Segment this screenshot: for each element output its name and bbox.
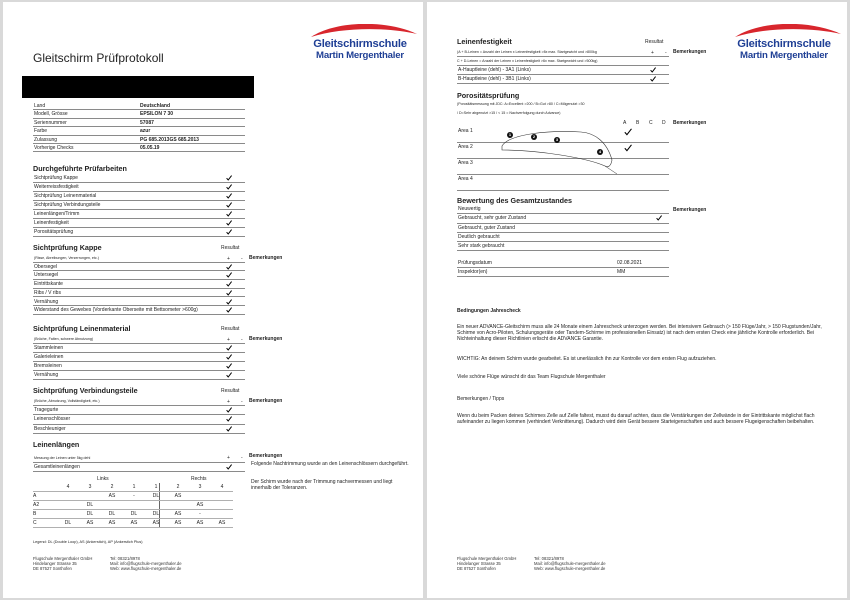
tipps-text: Wenn du beim Packen deines Schirmes Zelle auf Zelle faltest, musst du darauf achten, dass die Verstärkungen der Zellwände in der Eintrittskante möglichst flach aufeinander zu liegen kommen (verhindert Verknitterung). Dadurch wird dein Gerät bessere Starteigenschaften und auch bessere Flugeigenschaften beibehalten. bbox=[457, 413, 815, 425]
table-column-header: 4 bbox=[211, 483, 233, 492]
table-cell bbox=[79, 492, 101, 501]
table-row-label: A bbox=[33, 492, 57, 501]
check-mark-icon bbox=[226, 307, 232, 312]
festigkeit-item-label: B-Hauptleine (dehl) - 3B1 (Links) bbox=[458, 76, 531, 82]
section-verbindung-heading: Sichtprüfung Verbindungsteile bbox=[33, 386, 138, 395]
detail-label: Zulassung bbox=[34, 136, 58, 143]
check-mark-icon bbox=[226, 202, 232, 207]
bewertung-item-label: Neuwertig bbox=[458, 206, 481, 212]
check-mark-icon bbox=[226, 272, 232, 277]
check-mark-icon bbox=[650, 67, 656, 72]
table-cell: AS bbox=[189, 501, 211, 510]
redacted-bar bbox=[22, 76, 254, 98]
table-cell: AS bbox=[145, 519, 167, 528]
porositaet-col-D: D bbox=[662, 120, 666, 126]
check-mark-icon bbox=[226, 264, 232, 269]
verbindung-item-label: Beschleuniger bbox=[34, 425, 66, 432]
festigkeit-note-2: C + D-Leinen = Anzahl der Leinen x Leinenfestigkeit >6x max. Startgewicht und >500kg) bbox=[457, 59, 598, 63]
porositaet-area-label: Area 4 bbox=[458, 176, 473, 182]
section-leinenlaengen-heading: Leinenlängen bbox=[33, 440, 80, 449]
section-bewertung-heading: Bewertung des Gesamtzustandes bbox=[457, 196, 573, 205]
bewertung-item-row bbox=[457, 241, 669, 251]
leinenmaterial-item-label: Stammleinen bbox=[34, 345, 64, 351]
kappe-item-row bbox=[33, 305, 245, 315]
festigkeit-resultat-label: Resultat bbox=[645, 39, 664, 45]
leinenlaengen-item: Gesamtleinenlängen bbox=[34, 464, 80, 470]
table-row-label: C bbox=[33, 519, 57, 528]
pruefung-label: Prüfungsdatum bbox=[458, 260, 492, 266]
check-mark-icon bbox=[226, 426, 232, 431]
table-cell bbox=[145, 501, 167, 510]
check-mark-icon bbox=[650, 76, 656, 81]
table-cell: AS bbox=[123, 519, 145, 528]
leinenmaterial-item-label: Vernähung bbox=[34, 372, 59, 378]
detail-label: Vorherige Checks bbox=[34, 145, 74, 151]
check-mark-icon bbox=[226, 354, 232, 359]
leinenlaengen-bemerkungen: Bemerkungen bbox=[249, 453, 283, 459]
bedingungen-heading: Bedingungen Jahrescheck bbox=[457, 308, 521, 314]
arbeiten-item-label: Sichtprüfung Verbindungsteile bbox=[34, 202, 101, 208]
table-cell: DL bbox=[145, 492, 167, 501]
arbeiten-item-label: Weiterreissfestigkeit bbox=[34, 184, 79, 190]
verbindung-item-label: Tragegurte bbox=[34, 407, 59, 414]
table-cell bbox=[57, 501, 79, 510]
table-cell bbox=[123, 501, 145, 510]
kappe-item-label: Obersegel bbox=[34, 263, 58, 270]
arbeiten-item-row bbox=[33, 227, 245, 237]
detail-label: Seriennummer bbox=[34, 119, 67, 126]
table-cell: AS bbox=[167, 510, 189, 519]
leinenmaterial-note: (Brüche, Falten, schwere Abnutzung) bbox=[34, 337, 94, 341]
arbeiten-item-label: Leinenlängen/Trimm bbox=[34, 211, 80, 217]
bewertung-item-label: Sehr stark gebraucht bbox=[458, 243, 505, 250]
porositaet-col-C: C bbox=[649, 120, 653, 126]
arbeiten-item-label: Leinenfestigkeit bbox=[34, 220, 69, 226]
table-column-header: 3 bbox=[79, 483, 101, 492]
check-mark-icon bbox=[226, 407, 232, 412]
verbindung-resultat-label: Resultat bbox=[221, 388, 240, 394]
logo-line-1: Gleitschirmschule bbox=[313, 38, 407, 50]
bewertung-item-label: Gebraucht, sehr guter Zustand bbox=[458, 215, 527, 222]
table-column-header: 1 bbox=[123, 483, 145, 492]
page-2 bbox=[427, 2, 847, 598]
festigkeit-minus: - bbox=[665, 50, 667, 56]
arbeiten-item-label: Sichtprüfung Leinenmaterial bbox=[34, 193, 97, 199]
verbindung-bemerkungen: Bemerkungen bbox=[249, 398, 283, 404]
table-cell: AS bbox=[211, 519, 233, 528]
table-cell bbox=[167, 501, 189, 510]
check-mark-icon bbox=[624, 144, 630, 149]
pruefung-label: Inspektor(en) bbox=[458, 269, 488, 275]
check-mark-icon bbox=[226, 363, 232, 368]
leinenmaterial-item-label: Galerieleinen bbox=[34, 354, 64, 360]
table-row bbox=[33, 501, 233, 510]
footer-contact-2: Tel: 08321/8978 Mail: info@flugschule-mergenthaler.de Web: www.flugschule-mergenthaler.de bbox=[534, 556, 606, 571]
check-mark-icon bbox=[624, 128, 630, 133]
table-row-label: B bbox=[33, 510, 57, 519]
leinenlaengen-item-row bbox=[33, 462, 245, 472]
verbindung-note: (Brüche, Abnutzung, Vollständigkeit, etc.) bbox=[34, 399, 100, 403]
porositaet-area-label: Area 3 bbox=[458, 160, 473, 166]
table-column-header: 3 bbox=[189, 483, 211, 492]
table-links-label: Links bbox=[97, 476, 109, 482]
check-mark-icon bbox=[226, 281, 232, 286]
leinenlaengen-remark-1: Folgende Nachtrimmung wurde an den Leinenschlössern durchgeführt. bbox=[251, 461, 409, 467]
leinenmaterial-minus: - bbox=[241, 337, 243, 343]
line-length-table bbox=[33, 483, 233, 528]
porositaet-area-label: Area 2 bbox=[458, 144, 473, 150]
check-mark-icon bbox=[226, 229, 232, 234]
festigkeit-item-row bbox=[457, 74, 669, 84]
leinenmaterial-bemerkungen: Bemerkungen bbox=[249, 336, 283, 342]
kappe-item-label: Vernähung bbox=[34, 298, 59, 305]
pruefung-row bbox=[457, 267, 669, 277]
table-column-header: 1 bbox=[145, 483, 167, 492]
table-cell: DL bbox=[123, 510, 145, 519]
section-arbeiten-heading: Durchgeführte Prüfarbeiten bbox=[33, 164, 127, 173]
table-cell: DL bbox=[79, 501, 101, 510]
table-cell bbox=[211, 510, 233, 519]
porositaet-point: 1 bbox=[508, 132, 512, 137]
kappe-note: (Risse, Abreibungen, Verzerrungen, etc.) bbox=[34, 256, 99, 260]
table-cell bbox=[211, 501, 233, 510]
table-cell: DL bbox=[57, 519, 79, 528]
table-cell: - bbox=[189, 510, 211, 519]
check-mark-icon bbox=[226, 184, 232, 189]
table-cell bbox=[211, 492, 233, 501]
detail-value: 05.05.19 bbox=[140, 145, 160, 151]
kappe-resultat-label: Resultat bbox=[221, 245, 240, 251]
detail-value: EPSILON 7 30 bbox=[140, 111, 174, 118]
section-kappe-heading: Sichtprüfung Kappe bbox=[33, 243, 102, 252]
table-cell bbox=[189, 492, 211, 501]
table-corner bbox=[33, 483, 57, 492]
porositaet-bemerkungen: Bemerkungen bbox=[673, 120, 707, 126]
page-title: Gleitschirm Prüfprotokoll bbox=[33, 51, 164, 65]
page-1 bbox=[3, 2, 423, 598]
porositaet-note-2: / D=Sehr abgenutzt >15 / < 15 = Nachverfolgung durch Advance) bbox=[457, 111, 561, 115]
school-logo bbox=[299, 24, 421, 66]
check-mark-icon bbox=[226, 464, 232, 469]
table-cell: - bbox=[123, 492, 145, 501]
footer-contact: Tel: 08321/8978 Mail: info@flugschule-mergenthaler.de Web: www.flugschule-mergenthaler.de bbox=[110, 556, 182, 571]
kappe-item-label: Eintrittskante bbox=[34, 281, 63, 288]
porositaet-note-1: (Porositätsmessung mit JDC: A=Excellent >200 / B=Gut >80 / C=Mögenutzt >30 bbox=[457, 102, 585, 106]
wuensche-text: Viele schöne Flüge wünscht dir das Team Flugschule Mergenthaler bbox=[457, 374, 606, 380]
verbindung-item-label: Leinenschlösser bbox=[34, 416, 71, 423]
logo-line-2: Martin Mergenthaler bbox=[740, 50, 828, 61]
porositaet-area-label: Area 1 bbox=[458, 128, 473, 134]
detail-row bbox=[33, 143, 245, 152]
kappe-plus: + bbox=[227, 256, 230, 262]
leinenmaterial-item-label: Bremsleinen bbox=[34, 363, 62, 369]
arbeiten-item-label: Sichtprüfung Kappe bbox=[34, 175, 78, 181]
porositaet-col-B: B bbox=[636, 120, 640, 126]
school-logo-2 bbox=[723, 24, 845, 66]
porositaet-col-A: A bbox=[623, 120, 627, 126]
table-cell: AS bbox=[101, 492, 123, 501]
logo-line-1: Gleitschirmschule bbox=[737, 38, 831, 50]
festigkeit-bemerkungen: Bemerkungen bbox=[673, 49, 707, 55]
logo-swoosh bbox=[307, 24, 419, 38]
table-cell: AS bbox=[101, 519, 123, 528]
leinenlaengen-minus: - bbox=[241, 455, 243, 461]
check-mark-icon bbox=[226, 416, 232, 421]
table-header-row bbox=[33, 483, 233, 492]
check-mark-icon bbox=[226, 299, 232, 304]
porositaet-point: 2 bbox=[532, 134, 536, 139]
kappe-item-label: Ribs / V ribs bbox=[34, 289, 61, 296]
kappe-item-label: Widerstand des Gewebes (Vorderkante Oberseite mit Bettsometer >600g) bbox=[34, 307, 198, 314]
check-mark-icon bbox=[226, 193, 232, 198]
detail-label: Farbe bbox=[34, 128, 48, 135]
footer-address: Flugschule Mergenthaler GmbH Hindelanger Strasse 35 DE 87527 Sonthofen bbox=[33, 556, 93, 571]
pruefung-value: MM bbox=[617, 269, 626, 275]
table-row bbox=[33, 510, 233, 519]
table-cell bbox=[101, 501, 123, 510]
check-mark-icon bbox=[226, 175, 232, 180]
table-cell: AS bbox=[79, 519, 101, 528]
kappe-item-label: Untersegel bbox=[34, 272, 59, 279]
porositaet-point: 3 bbox=[555, 137, 559, 142]
kappe-bemerkungen: Bemerkungen bbox=[249, 255, 283, 261]
check-mark-icon bbox=[226, 211, 232, 216]
leinenlaengen-remark-2: Der Schirm wurde nach der Trimmung nachvermessen und liegt innerhalb der Toleranzen. bbox=[251, 479, 393, 491]
table-cell bbox=[57, 510, 79, 519]
check-mark-icon bbox=[226, 345, 232, 350]
table-row bbox=[33, 492, 233, 501]
festigkeit-item-label: A-Hauptleine (dehl) - 3A1 (Links) bbox=[458, 67, 531, 73]
table-rechts-label: Rechts bbox=[191, 476, 207, 482]
pruefung-value: 02.08.2021 bbox=[617, 260, 643, 266]
wichtig-text: WICHTIG: An deinem Schirm wurde gearbeitet. Es ist unerlässlich ihn zur Kontrolle vor dem ersten Flug aufzuziehen. bbox=[457, 356, 717, 362]
check-mark-icon bbox=[656, 215, 662, 220]
table-cell bbox=[57, 492, 79, 501]
logo-swoosh bbox=[731, 24, 843, 38]
verbindung-minus: - bbox=[241, 399, 243, 405]
bewertung-bemerkungen: Bemerkungen bbox=[673, 207, 707, 213]
check-mark-icon bbox=[226, 290, 232, 295]
check-mark-icon bbox=[226, 220, 232, 225]
table-cell: AS bbox=[189, 519, 211, 528]
table-cell: DL bbox=[101, 510, 123, 519]
table-column-header: 2 bbox=[167, 483, 189, 492]
section-porositaet-heading: Porositätsprüfung bbox=[457, 91, 520, 100]
section-leinenfestigkeit-heading: Leinenfestigkeit bbox=[457, 37, 512, 46]
table-row-label: A2 bbox=[33, 501, 57, 510]
detail-label: Land bbox=[34, 103, 46, 109]
logo-line-2: Martin Mergenthaler bbox=[316, 50, 404, 61]
section-leinenmaterial-heading: Sichtprüfung Leinenmaterial bbox=[33, 324, 131, 333]
detail-value: azur bbox=[140, 128, 151, 135]
detail-label: Modell, Grösse bbox=[34, 111, 68, 118]
table-column-header: 2 bbox=[101, 483, 123, 492]
table-row bbox=[33, 519, 233, 528]
detail-value: 57087 bbox=[140, 119, 154, 126]
table-column-header: 4 bbox=[57, 483, 79, 492]
leinenmaterial-plus: + bbox=[227, 337, 230, 343]
footer-address-2: Flugschule Mergenthaler GmbH Hindelanger Strasse 35 DE 87527 Sonthofen bbox=[457, 556, 517, 571]
arbeiten-item-label: Porositätsprüfung bbox=[34, 229, 74, 235]
bewertung-item-label: Deutlich gebraucht bbox=[458, 233, 500, 240]
bedingungen-text: Ein neuer ADVANCE-Gleitschirm muss alle 24 Monate einem Jahrescheck unterzogen werden. Bei intensivem Gebrauch (> 150 Flüge/Jahr, > 150 Flugstunden/Jahr, Schirme von Acro-Piloten, Schulungsgeräte oder Tandem-Schirme im professionellen Einsatz) ist nach dem ersten Check eine jährliche Kontrolle erforderlich. Bei Nichteinhaltung dieser Richtlinien erlischt die ADVANCE Garantie. bbox=[457, 324, 822, 342]
leinenmaterial-item-row bbox=[33, 370, 245, 380]
tipps-heading: Bemerkungen / Tipps bbox=[457, 396, 505, 402]
table-legend: Legend: DL (Double Loop), AS (Ankerstich), AP (Ankerstich Plus) bbox=[33, 540, 143, 544]
leinenmaterial-resultat-label: Resultat bbox=[221, 326, 240, 332]
verbindung-plus: + bbox=[227, 399, 230, 405]
porositaet-point: 4 bbox=[598, 149, 602, 154]
bewertung-item-label: Gebraucht, guter Zustand bbox=[458, 224, 515, 231]
leinenlaengen-plus: + bbox=[227, 455, 230, 461]
festigkeit-plus: + bbox=[651, 50, 654, 56]
table-cell: AS bbox=[167, 519, 189, 528]
detail-value: Deutschland bbox=[140, 103, 171, 109]
festigkeit-note-1: (A + B-Leinen = Anzahl der Leinen x Leinenfestigkeit >8x max. Startgewicht und >800kg bbox=[457, 50, 597, 54]
table-cell: DL bbox=[145, 510, 167, 519]
table-cell: DL bbox=[79, 510, 101, 519]
leinenlaengen-note: Messung der Leinen unter 5kg dehl bbox=[34, 456, 91, 460]
detail-value: PG 685.2013GS 685.2013 bbox=[140, 136, 199, 143]
check-mark-icon bbox=[226, 372, 232, 377]
kappe-minus: - bbox=[241, 256, 243, 262]
table-cell: AS bbox=[167, 492, 189, 501]
verbindung-item-row bbox=[33, 424, 245, 434]
